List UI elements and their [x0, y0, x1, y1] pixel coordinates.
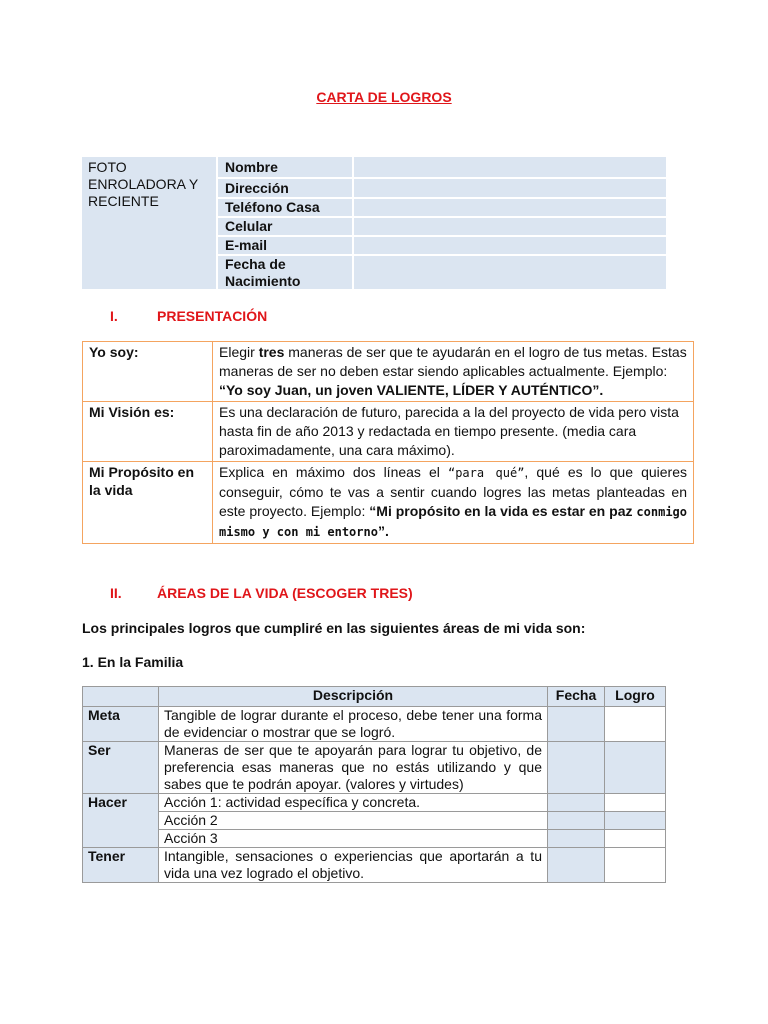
field-value-celular[interactable] [356, 218, 666, 235]
table-row-meta [83, 707, 666, 742]
cell-fecha-accion-3[interactable] [548, 830, 605, 848]
desc-text: , qué es lo que quieres conseguir, cómo te vas a sentir cuando logres las metas planteadas en este proyecto. Ejemplo: [219, 464, 687, 519]
label-yo-soy: Yo soy: [83, 342, 213, 402]
row-vision [83, 402, 694, 462]
label-proposito: Mi Propósito en la vida [83, 462, 213, 544]
field-label-nombre: Nombre [218, 157, 354, 177]
row-label-meta: Meta [83, 707, 159, 742]
cell-fecha-accion-2[interactable] [548, 812, 605, 830]
section-number: I. [110, 308, 118, 324]
subsection-title: 1. En la Familia [82, 654, 184, 670]
info-row-nacimiento [218, 256, 666, 289]
cell-logro-accion-2[interactable] [605, 812, 666, 830]
cell-fecha-accion-1[interactable] [548, 794, 605, 812]
field-label-nacimiento: Fecha de Nacimiento [218, 256, 354, 289]
label-vision: Mi Visión es: [83, 402, 213, 462]
photo-placeholder: FOTO ENROLADORA Y RECIENTE [82, 157, 216, 289]
header-logro: Logro [605, 687, 666, 707]
section-heading-presentacion [110, 308, 267, 324]
section-title: ÁREAS DE LA VIDA (ESCOGER TRES) [157, 585, 413, 601]
desc-text: maneras de ser que te ayudarán en el logro de tus metas. Estas maneras de ser no deben estar siendo aplicables actualmente. Ejemplo: [219, 344, 687, 379]
intro-text: Los principales logros que cumpliré en las siguientes áreas de mi vida son: [82, 620, 586, 636]
cell-fecha-tener[interactable] [548, 848, 605, 883]
cell-logro-meta[interactable] [605, 707, 666, 742]
row-desc-accion-3: Acción 3 [159, 830, 548, 848]
row-label-ser: Ser [83, 742, 159, 794]
field-value-email[interactable] [356, 237, 666, 254]
table-row-tener [83, 848, 666, 883]
row-desc-accion-1: Acción 1: actividad específica y concreta. [159, 794, 548, 812]
section-number: II. [110, 585, 122, 601]
field-value-telefono[interactable] [356, 199, 666, 216]
cell-logro-accion-1[interactable] [605, 794, 666, 812]
field-value-direccion[interactable] [356, 179, 666, 197]
row-desc-tener: Intangible, sensaciones o experiencias que aportarán a tu vida una vez logrado el objetivo. [159, 848, 548, 883]
info-row-telefono [218, 199, 666, 216]
table-header-row [83, 687, 666, 707]
header-empty [83, 687, 159, 707]
field-label-celular: Celular [218, 218, 354, 235]
desc-text: Explica en máximo dos líneas el [219, 464, 440, 480]
example-bold-mono: conmigo mismo y con mi entorno [219, 505, 687, 539]
info-row-email [218, 237, 666, 254]
field-label-email: E-mail [218, 237, 354, 254]
row-yo-soy [83, 342, 694, 402]
field-value-nacimiento[interactable] [356, 256, 666, 289]
desc-vision: Es una declaración de futuro, parecida a la del proyecto de vida pero vista hasta fin de año 2013 y redactada en tiempo presente. (media cara paroximadamente, una cara máximo). [213, 402, 694, 462]
cell-logro-ser[interactable] [605, 742, 666, 794]
info-row-celular [218, 218, 666, 235]
row-desc-ser: Maneras de ser que te apoyarán para lograr tu objetivo, de preferencia esas maneras que no estás utilizando y que sabes que te podrán apoyar. (valores y virtudes) [159, 742, 548, 794]
row-desc-accion-2: Acción 2 [159, 812, 548, 830]
cell-logro-accion-3[interactable] [605, 830, 666, 848]
section-title: PRESENTACIÓN [157, 308, 268, 324]
cell-logro-tener[interactable] [605, 848, 666, 883]
cell-fecha-meta[interactable] [548, 707, 605, 742]
table-row-hacer-3 [83, 830, 666, 848]
example-bold: ”. [377, 523, 389, 539]
desc-mono: “para qué” [447, 466, 525, 480]
row-label-tener: Tener [83, 848, 159, 883]
row-label-hacer: Hacer [83, 794, 159, 848]
table-row-ser [83, 742, 666, 794]
document-title: CARTA DE LOGROS [316, 89, 452, 105]
row-desc-meta: Tangible de lograr durante el proceso, debe tener una forma de evidenciar o mostrar que se logró. [159, 707, 548, 742]
table-row-hacer-1 [83, 794, 666, 812]
personal-info-table [82, 157, 666, 289]
info-row-nombre [218, 157, 666, 177]
field-label-telefono: Teléfono Casa [218, 199, 354, 216]
section-heading-areas [110, 585, 413, 601]
info-row-direccion [218, 179, 666, 197]
desc-yo-soy [213, 342, 694, 402]
desc-bold: tres [258, 344, 285, 360]
cell-fecha-ser[interactable] [548, 742, 605, 794]
example-bold: “Mi propósito en la vida es estar en paz [369, 503, 637, 519]
header-descripcion: Descripción [159, 687, 548, 707]
table-row-hacer-2 [83, 812, 666, 830]
desc-proposito [213, 462, 694, 544]
presentation-table [82, 341, 694, 544]
field-label-direccion: Dirección [218, 179, 354, 197]
desc-text: Elegir [219, 344, 259, 360]
areas-table [82, 686, 666, 883]
field-value-nombre[interactable] [356, 157, 666, 177]
header-fecha: Fecha [548, 687, 605, 707]
row-proposito [83, 462, 694, 544]
example-bold: “Yo soy Juan, un joven VALIENTE, LÍDER Y AUTÉNTICO”. [219, 382, 604, 398]
